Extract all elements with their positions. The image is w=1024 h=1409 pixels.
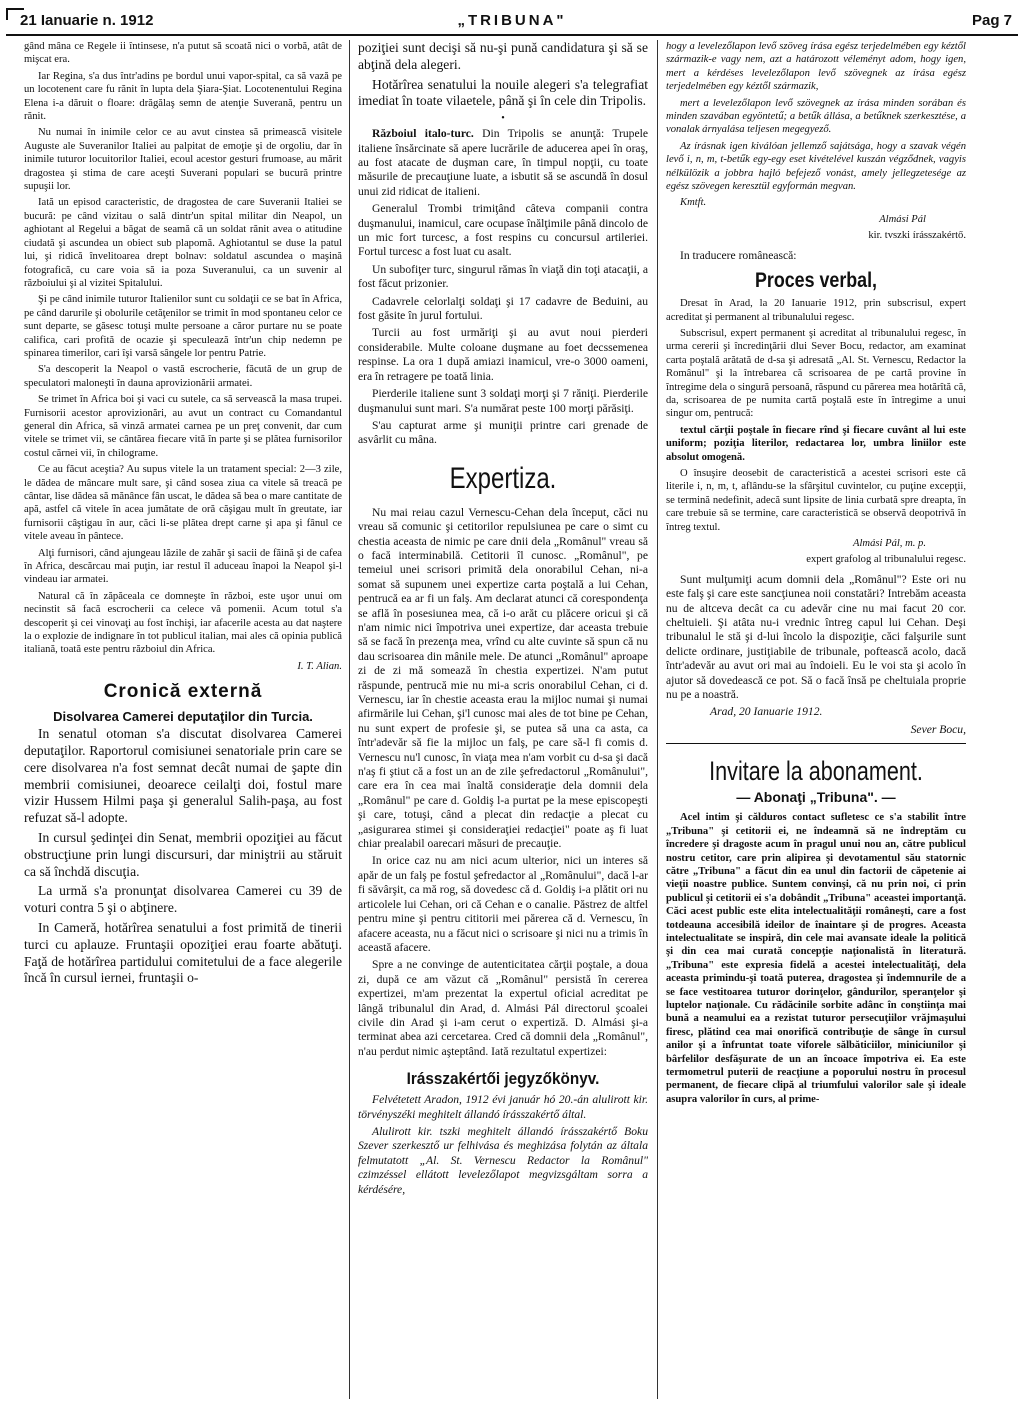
translation-intro-text: In traducere românească: [680,248,797,262]
paragraph: Dresat în Arad, la 20 Ianuarie 1912, prin subscrisul, expert acreditat şi permanent al tribunalului regesc. [666,298,966,323]
paragraph: Alţi furnisori, când ajungeau lăzile de zahăr şi sacii de făină şi de cafea în Africa, descărcau mai puţin, iar restul îl aduceau înapoi la Neapol şi-l vindeau iar armatei. [24,547,342,586]
column-rule-1 [349,40,350,1399]
article-conclusion [666,573,966,737]
paragraph: Felvétetett Aradon, 1912 évi január hó 20.-án alulirott kir. törvényszéki meghitelt állandó írásszakértő által. [358,1093,648,1121]
section-divider [666,743,966,744]
paragraph: Iar Regina, s'a dus într'adins pe bordul unui vapor-spital, ca să vază pe un locotenent care fu rănit în lupta dela Şiara-Şiat. Locotenentului Regina Elena i-a dăruit o floare: drăgălaş semn de atenţie Suverană, pentru un rănit. [24,70,342,123]
paragraph: Iată un episod caracteristic, de dragostea de care Suveranii Italiei se bucură: pe când vizitau o sală dintr'un spital militar din Neapol, un aghiotant al Regelui a băgat de seamă că un soldat rănit avea o atitudine ciudată şi ascundea un obiect sub plapomă. Aghiotantul se duse la patul lui, şi ridică învelitoarea drept bolnav: soldatul ascundea o maşină fotografică, cu care voia să ia poza Suveranului, ca un suvenir al războiului şi al vizitei Spitalului. [24,197,342,289]
column-3 [666,40,966,1405]
paragraph: Turcii au fost urmăriţi şi au avut noui pierderi considerabile. Multe coloane duşmane au foet decssemenea respinse. La ora 1 după amiazi inamicul, vre-o 3000 oameni, era în retragere pe toată linia. [358,326,648,383]
razboi-lead-text: Din Tripolis se anunţă: Trupele italiene însărcinate să apere lucrările de aducerea apei în oraş, au fost atacate de duşman care, în timpul nopţii, cu toate măsurile de precauţiune luate, a isbutit să se ascundă în dosul unui zid ridicat de italieni. [358,127,648,198]
hungarian-signature-name: Almási Pál [879,213,926,225]
paragraph: Cadavrele celorlalţi soldaţi şi 17 cadavre de Beduini, au fost găsite în jurul fortului. [358,294,648,323]
paragraph: gând mâna ce Regele ii întinsese, n'a putut să scoată nici o vorbă, atât de mişcat era. [24,41,342,66]
article-italy-continued [24,40,342,673]
article-cronica-continued [358,40,648,110]
separator-dot: • [501,113,505,125]
paragraph: S'au capturat arme şi muniţii printre cari grenade de asvârlit cu mâna. [358,418,648,447]
paragraph: In orice caz nu am nici acum ulterior, nici un interes să apăr de un falş pe fostul şefredactor al „Românului", dacă l-ar fi săvârşit, ca mă rog, să dovedesc că d. Goldiş i-a plătit ori nu articolele lui Cehan, ori că Cehan e o canalie. Păstrez de altfel pentru mine şi pentru cititorii mei părerea că d. Vernescu, în afacere aceasta, nu a făcut nici o scrisoare şi nici nu a trimis în această afacere. [358,854,648,954]
article-cronica [24,726,342,987]
article-hungarian-report [666,40,966,243]
paragraph: Generalul Trombi trimiţând câteva companii contra duşmanului, inamicul, care ocupase înălţimile până dincolo de un mic fort turcesc, a fost respins cu concursul artileriei. Fortul turcesc a fost luat cu asalt. [358,202,648,259]
razboi-lead: Războiul italo-turc. [372,127,474,141]
paragraph: O însuşire deosebit de caracteristică a acestei scrisori este că literile i, n, m, t, aflându-se la sfârşitul cuvintelor, cu puţine excepţii, se termină nedefinit, adecă sunt lipsite de linia curbată spre dreapta, în care trebuie să se termine, care caracteristică se observă deopotrivă în întreg textul. [666,467,966,533]
subheading-abonati-tribuna: — Abonaţi „Tribuna". — [736,789,896,806]
paragraph: hogy a levelezőlapon levő szöveg írása egész terjedelmében egy kéztől származik-e vagy nem, azt a határozott véleményt adom, hogy igen, mert a kérdéses levelezőlapon levő szövegnek az írása egész terjedelmében egy kéztől származik, [666,41,966,93]
masthead [6,4,1018,36]
paragraph-lead [358,127,648,199]
paragraph: Hotărîrea senatului la nouile alegeri s'a telegrafiat imediat în toate vilaetele, până şi în cele din Tripolis. [358,76,648,109]
section-title-proces-verbal: Proces verbal, [754,269,878,293]
article-signature: I. T. Alian. [297,660,342,672]
subheading-disolvarea: Disolvarea Camerei deputaţilor din Turcia. [53,709,313,725]
paragraph: Pierderile italiene sunt 3 soldaţi morţi şi 7 răniţi. Pierderile duşmanului sunt mari. S'a numărat peste 100 morţi părăsiţi. [358,387,648,415]
paragraph: S'a descoperit la Neapol o vastă escrocherie, făcută de un grup de speculatori maloneşti în dauna aprovizionării armatei. [24,364,342,389]
article-proces-verbal [666,297,966,567]
paragraph: Nu mai reiau cazul Vernescu-Cehan dela început, căci nu vreau să comunic şi cetitorilor repulsiunea pe care o simt cu chestia aceasta de nimic pe care dnii dela „Românul" vreau să o facă interminabilă. Cetitorii îl cunosc. „Românul", pe temeiul unei scrisori primită dela onorabilul Cehan, ni-a somat să supunem unei expertize carta poştală a lui Cehan, pentrucă ea ar fi un falş. Am declarat atunci că corespondenţa se află în posesiunea mea, că i-o arăt cu plăcere oricui şi că n'am nimic nici împotriva unei expertize, dar aceasta trebuie să se facă în prezenţa mea, vrînd cu alte cuvinte să spun că nu dau scrisoarea din mânile mele. De atunci „Românul" aproape zi de zi mă somează în chestia expertizei. N'am putut răspunde, pentrucă mie nu mi-a scris onorabilul Cehan, ci d. Vernescu, iar în chestie aceasta erau la mijloc numai şi numai afirmările lui Cehan, şi'l cunosc mai ales de tot bine pe Cehan, nu sunt expert de profesie şi, se putea să una ca asta, ca într'adevăr să fie la mijloc un falş, pe care să-l fi comis d. Vernescu nu'l cunosc, în viaţa mea n'am vorbit cu d-sa şi dacă n'aş fi ştiut că a fost un an de zile şefredactorul „Românului", care era în cea mai înaltă consideraţie dela domnii dela „Românul" pe care d. Goldiş l-a purtat pe la mese episcopeşti şi care, totuşi, când a plecat din redacţie a plecat cu „asigurarea stimei şi consideraţiei redacţiei" poate aş fi luat chiar prealabil oarecari măsuri de precauţie. [358,505,648,851]
paragraph: Ce au făcut aceştia? Au supus vitele la un tratament special: 2—3 zile, le dădea de mâncare mult sare, şi când sosea ziua ca vitele să treacă pe cântar, lise dădea să mănânce fân uscat, le dădea să bea o mare cantitate de apă, astfel că vitele în acea jumătate de oră căşigau mult în greutate, iar furnisorii câştigau în aur, căci li-se plătea drept carne şi apa şi fânul ce vitele aveau în pântece. [24,464,342,543]
paragraph: La urmă s'a pronunţat disolvarea Camerei cu 39 de voturi contra 5 şi o abţinere. [24,883,342,916]
paragraph: In cursul şedinţei din Senat, membrii opoziţiei au făcut obstrucţiune prin lungi discursuri, dar miniştrii au stăruit ca să închdă discuţia. [24,830,342,879]
hungarian-signature-title: kir. tvszki írásszakértő. [868,230,966,242]
paragraph: Spre a ne convinge de autenticitatea cărţii poştale, a doua zi, după ce am văzut că „Românul" persistă în cererea expertizei, m'am prezentat la expertul oficial acreditat pe lângă tribunalul din Arad, d. Almási Pál directorul şcoalei civile din Arad şi i-am cerut o expertiză. D. Almási şi-a terminat abea azi cercetarea. Cred că domnii dela „Românul", n'au perdut nimic aşteptând. Iată rezultatul expertizei: [358,958,648,1058]
masthead-date: 21 Ianuarie n. 1912 [20,12,154,29]
section-title-cronica-externa: Cronică externă [103,681,263,703]
article-invitare [666,811,966,1106]
paragraph: In senatul otoman s'a discutat disolvarea Camerei deputaţilor. Raportorul comisiunei senatoriale prin care se cere disolvarea n'a fost semnat decât numai de şapte din membrii comisiunei, deoarece ceilalţi doi, fostul mare vizir Hussem Hilmi paşa şi generalul Salih-paşa, au fost refuzat să-l adopte. [24,726,342,826]
paragraph: Subscrisul, expert permanent şi acreditat al tribunalului regesc, în urma cererii şi încredinţării dlui Sever Bocu, redactor, am examinat carta poştală arătată de d-sa şi adresată „Al. St. Vernescu, Redactor la Românul" şi la întrebarea că scrisoarea de pe cartă provine în întregime dela o singură persoană, răspund cu părerea mea hotărîtă că, da, scrisoarea de pe numita cartă poştală este în întregime a unui singur om, pentrucă: [666,327,966,420]
romanian-signature-title: expert grafolog al tribunalului regesc. [806,554,966,566]
paragraph: Alulirott kir. tszki meghitelt állandó írásszakértő Boku Szever szerkesztő ur felhivása és meghizása folytán az általa felmutatott „Al. St. Vernescu Redactor la Românul" czimzéssel ellátott levelezőlapot megvizsgáltam sorra a kérdésére, [358,1124,648,1196]
paragraph: Sunt mulţumiţi acum domnii dela „Românul"? Este ori nu este falş şi care este sancţiunea noii constatări? Intrebăm aceasta nu de altceva decât ca cu adevăr cine nu mai facut 20 cor. cheltuieli. Şi atâta nu-i vrednic întreg capul lui Cehan. Deşi tribunalul le stă şi d-lui încolo la dispoziţie, căci falşurile sunt delicte ordinare, justiţiabile de tribunale, poftească acolo, dacă într'adevăr au avut ori mai au îndoieli. Eu le voi sta şi acolo în ajutor să dovedească ce pot. Să o facă însă pe cheltuiala proprie nu pe a noastră. [666,572,966,702]
sever-bocu-signature: Sever Bocu, [910,722,966,736]
paragraph: mert a levelezőlapon levő szövegnek az írása minden sorában és minden szavában egyöntetű; a betűk állása, a betűknek szerkesztése, a vonalak árnyalása teljesen megegyező. [666,97,966,136]
translation-intro [666,249,966,263]
paragraph: Acel intim şi călduros contact sufletesc ce s'a stabilit între „Tribuna" şi cetitorii ei, ne îndeamnă să ne îndreptăm cu încredere şi dragoste acum în pragul unui nou an, către publicul nostru cetitor, care prin alipirea şi devotamentul său statornic către „Tribuna" a făcut din ea unul din factorii de căpetenie ai vieţii noastre publice. Suntem convinşi, că nu prin noi, ci prin publicul şi cetitorii ei s'a dobândit „Tribuna" aceastei importanţă. Căci acest public este elita intelectualităţii româneşti, care a fost totdeauna accesibilă ideilor de înaintare şi de progres. Aceasta intelectualitate se inspiră, din cele mai avansate ideale la politică şi din cea mai curată concepţie naţionalistă în literatură. „Tribuna" este expresia fidelă a acestei intelectualităţi, dela aceasta primindu-şi toată puterea, dragostea şi îndemnurile de a se face vestitoarea tuturor dorinţelor, gândurilor, speranţelor şi luptelor naţionale. Cu rădăcinile sorbite adânc în conştiinţa mai bună a neamului ea a rezistat tuturor persecuţiilor vrăjmaşului firesc, plătind cea mai onorifică contribuţie de sânge în cursul anilor şi a înfruntat toate viforele sălbăticiilor, miniciunilor şi bârfelilor desfăşurate de un an încoace împotriva ei. Ea este termometrul puterii de reacţiune a poporului nostru în procesul permanent, de fiecare clipă al triumfului valorilor sale şi ideale asupra valorilor în curs, al prime- [666,812,966,1105]
section-title-expertiza: Expertiza. [449,461,557,495]
paragraph: Az írásnak igen kiválóan jellemző sajátsága, hogy a szavak végén levő i, n, m, t-betűk egy-egy eset kivételével kuszán végződnek, vagyis nélkülözik a jobbra hajló befejező vonást, amely jellegzetesége az egész szövegen keresztül egyformán megvan. [666,140,966,193]
paragraph: In Cameră, hotărîrea senatului a fost primită de tinerii turci cu aplauze. Fruntaşii opoziţiei erau foarte abătuţi. Faţă de hotărîrea partidului comitetului de a face alegerile încă în cursul iernei, fruntaşii o- [24,920,342,986]
paragraph: Nu numai în inimile celor ce au avut cinstea să primească visitele Auguste ale Suveranilor Italiei au palpitat de emoţie şi de orgoliu, dar în inimile tuturor locuitorilor Italiei, ecoul acestor gesturi frumoase, au mărit dragostea şi stima de care aceşti Suverani populari se bucură printre supuşii lor. [24,127,342,193]
article-irasszakertoi [358,1093,648,1197]
masthead-title: „TRIBUNA" [457,12,567,29]
section-title-irasszakertoi: Irásszakértői jegyzőkönyv. [406,1069,600,1089]
column-2 [358,40,648,1405]
column-1 [24,40,342,1405]
romanian-signature-name: Almási Pál, m. p. [853,538,926,549]
article-expertiza [358,506,648,1059]
arad-date: Arad, 20 Ianuarie 1912. [710,705,823,719]
section-title-invitare-abonament: Invitare la abonament. [709,756,923,787]
paragraph: Natural că în zăpăceala ce domneşte în război, este uşor unui om necinstit să facă escrocherii ca celece vă pomenii. Acum totul s'a descoperit şi cei vinovaţi au fost închişi, iar afacerile acesta au dat naştere la o explozie de indignare în tot publicul italian, mai ales că opinia publică italiană, toată este pentru războiul din Africa. [24,590,342,656]
article-razboi [358,127,648,448]
paragraph: Un subofiţer turc, singurul rămas în viaţă din toţi atacaţii, a fost făcut prizonier. [358,262,648,291]
kmtft-line: Kmtft. [680,197,707,209]
paragraph: Şi pe când inimile tuturor Italienilor sunt cu soldaţii ce se bat în Africa, pe când darurile şi obolurile cetăţenilor se trimit în mod spontaneu celor ce sunt departe, se găsesc totuşi multe persoane a căror purtare nu se poate califica, cari profită de ocazie şi speculează într'un chip nedemn pe spinarea timerilor, cari îşi varsă sângele lor pentru Patrie. [24,294,342,359]
paragraph: poziţiei sunt decişi să nu-şi pună candidatura şi să se abţină dela alegeri. [358,40,648,72]
paragraph: Se trimet în Africa boi şi vaci cu sutele, ca să servească la masa trupei. Furnisorii acestor aprovizionări, au avut un contract cu Comandantul general din Africa, să vinză armatei carnea pe un preţ convenit, dar cum vitele se trimet vii, se cântărea fiecare vită în parte şi se plătea furnisorilor costul cărnei vii, în chilograme. [24,394,342,459]
masthead-page-number: Pag 7 [971,12,1012,29]
column-rule-2 [657,40,658,1399]
paragraph: textul cărţii poştale în fiecare rînd şi fiecare cuvânt al lui este uniform; poziţia literilor, redactarea lor, umbra liniilor este absolut omogenă. [666,424,966,463]
